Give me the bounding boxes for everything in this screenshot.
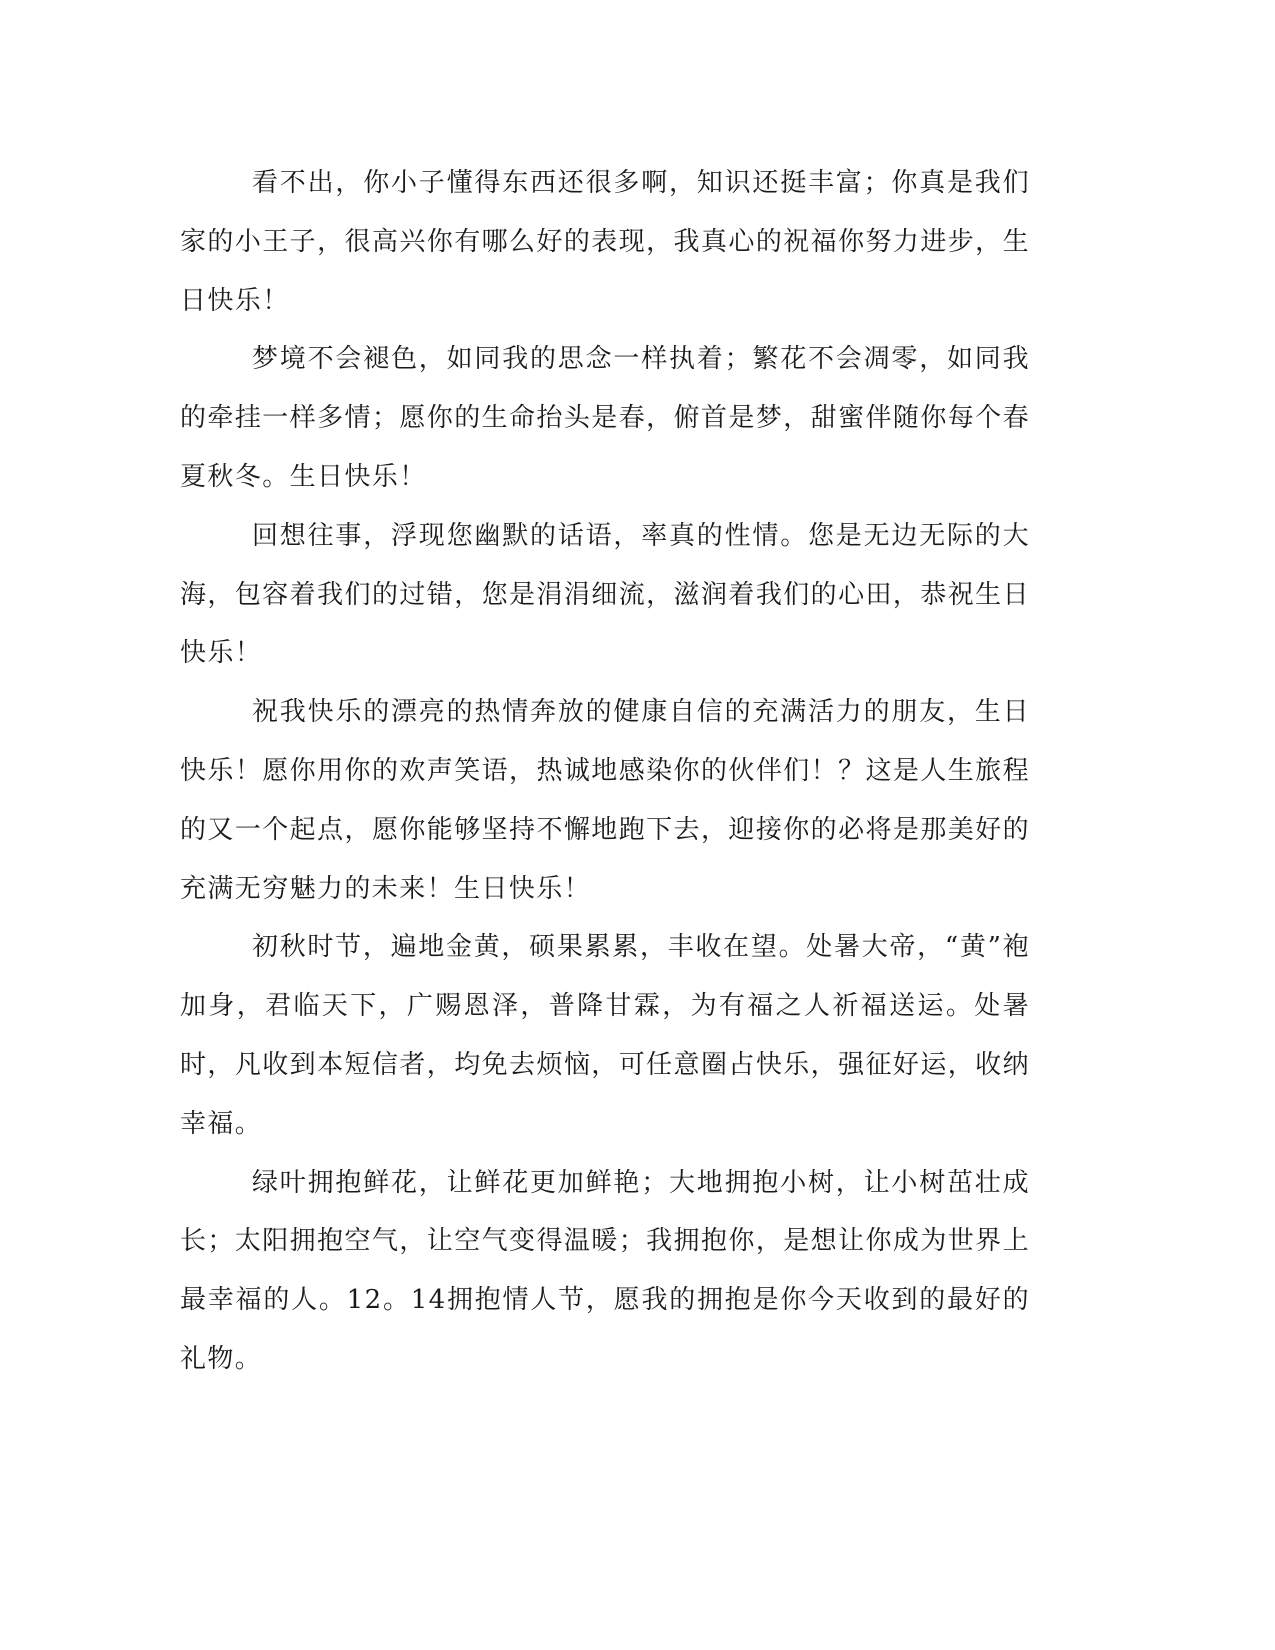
paragraph: 初秋时节，遍地金黄，硕果累累，丰收在望。处暑大帝，“黄”袍加身，君临天下，广赐恩泽，普降甘霖，为有福之人祈福送运。处暑时，凡收到本短信者，均免去烦恼，可任意圈占快乐，强征好运，收纳幸福。	[180, 932, 1030, 1139]
paragraph: 看不出，你小子懂得东西还很多啊，知识还挺丰富；你真是我们家的小王子，很高兴你有哪么好的表现，我真心的祝福你努力进步，生日快乐！	[180, 168, 1030, 316]
paragraph: 梦境不会褪色，如同我的思念一样执着；繁花不会凋零，如同我的牵挂一样多情；愿你的生命抬头是春，俯首是梦，甜蜜伴随你每个春夏秋冬。生日快乐！	[180, 344, 1030, 492]
document-body	[180, 154, 1030, 1389]
paragraph: 回想往事，浮现您幽默的话语，率真的性情。您是无边无际的大海，包容着我们的过错，您是涓涓细流，滋润着我们的心田，恭祝生日快乐！	[180, 520, 1030, 669]
paragraph: 祝我快乐的漂亮的热情奔放的健康自信的充满活力的朋友，生日快乐！愿你用你的欢声笑语，热诚地感染你的伙伴们！？这是人生旅程的又一个起点，愿你能够坚持不懈地跑下去，迎接你的必将是那美好的充满无穷魅力的未来！生日快乐！	[180, 697, 1030, 904]
paragraph: 绿叶拥抱鲜花，让鲜花更加鲜艳；大地拥抱小树，让小树茁壮成长；太阳拥抱空气，让空气变得温暖；我拥抱你，是想让你成为世界上最幸福的人。12。14拥抱情人节，愿我的拥抱是你今天收到的最好的礼物。	[180, 1167, 1030, 1374]
